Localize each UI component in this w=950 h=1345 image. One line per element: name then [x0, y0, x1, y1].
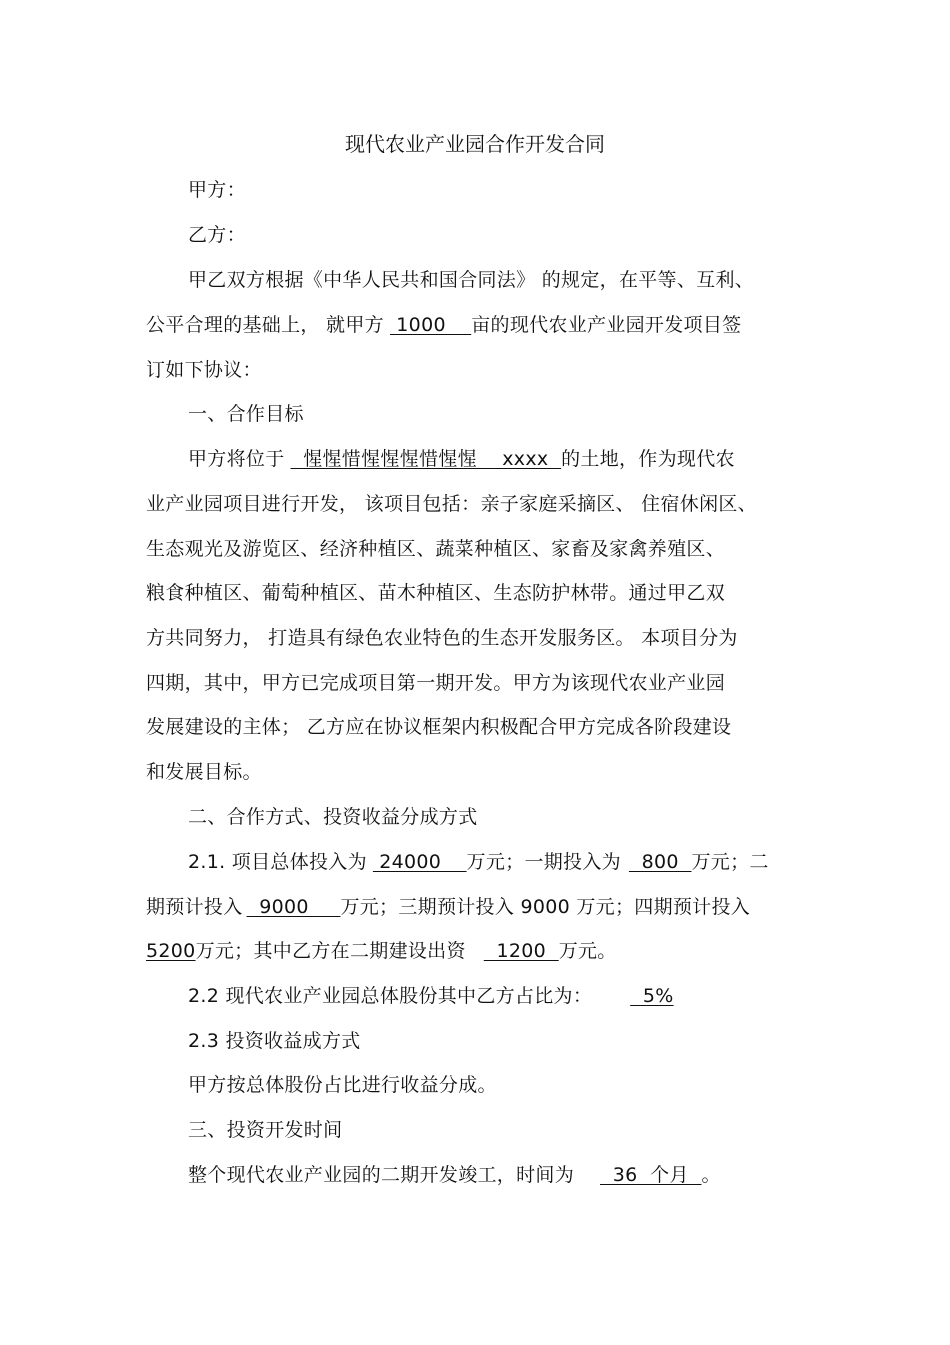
intro-line-2: [146, 313, 741, 337]
s2-line-3-b: 万元。: [558, 940, 617, 962]
s2-line-3: [146, 939, 617, 963]
phase4-investment-value: 5200: [146, 940, 196, 962]
intro-line-1: 甲乙双方根据《中华人民共和国合同法》 的规定，在平等、互利、: [188, 269, 755, 291]
s1-line-2: 业产业园项目进行开发， 该项目包括：亲子家庭采摘区、 住宿休闲区、: [146, 493, 757, 515]
party-b-investment-value: 1200: [483, 940, 559, 962]
s1-line-1: [188, 447, 735, 471]
area-value: 1000: [389, 314, 472, 336]
location-value: 惺惺惜惺惺惺惜惺惺 xxxx: [290, 448, 562, 470]
s3-line-1-b: 。: [701, 1164, 721, 1186]
s1-line-8: 和发展目标。: [146, 761, 262, 783]
s2-line-3-a: 万元；其中乙方在二期建设出资: [195, 940, 466, 962]
document-title: 现代农业产业园合作开发合同: [345, 132, 605, 156]
phase1-investment-value: 800: [628, 851, 692, 873]
intro-line-2-b: 亩的现代农业产业园开发项目签: [471, 314, 742, 336]
intro-line-2-a: 公平合理的基础上， 就甲方: [146, 314, 384, 336]
party-b-share-value: 5%: [630, 985, 674, 1007]
s2-line-2: [146, 895, 750, 919]
s2-line-2-b: 万元；三期预计投入 9000 万元；四期预计投入: [340, 896, 751, 918]
s1-line-1-b: 的土地，作为现代农: [561, 448, 735, 470]
phase2-investment-value: 9000: [246, 896, 341, 918]
s2-line-4-a: 2.2 现代农业产业园总体股份其中乙方占比为：: [188, 985, 593, 1007]
s2-line-4: [188, 984, 674, 1008]
s1-line-3: 生态观光及游览区、经济种植区、蔬菜种植区、家畜及家禽养殖区、: [146, 538, 726, 560]
s2-line-1-c: 万元；二: [691, 851, 769, 873]
intro-line-3: 订如下协议：: [146, 359, 262, 381]
s2-subheading-2-3: 2.3 投资收益成方式: [188, 1030, 361, 1052]
s1-line-4: 粮食种植区、葡萄种植区、苗木种植区、生态防护林带。通过甲乙双: [146, 582, 726, 604]
s2-line-1-b: 万元；一期投入为: [466, 851, 621, 873]
total-investment-value: 24000: [372, 851, 467, 873]
s1-line-6: 四期，其中，甲方已完成项目第一期开发。甲方为该现代农业产业园: [146, 672, 726, 694]
s3-line-1-a: 整个现代农业产业园的二期开发竣工，时间为: [188, 1164, 575, 1186]
s2-line-1-a: 2.1. 项目总体投入为: [188, 851, 367, 873]
section-3-heading: 三、投资开发时间: [188, 1119, 343, 1141]
duration-value: 36 个月: [600, 1164, 702, 1186]
party-a-label: 甲方：: [188, 179, 246, 201]
s3-line-1: [188, 1163, 721, 1187]
s1-line-5: 方共同努力， 打造具有绿色农业特色的生态开发服务区。 本项目分为: [146, 627, 738, 649]
s2-line-1: [188, 850, 769, 874]
s2-line-2-a: 期预计投入: [146, 896, 243, 918]
party-b-label: 乙方：: [188, 224, 246, 246]
s2-line-6: 甲方按总体股份占比进行收益分成。: [188, 1074, 497, 1096]
section-1-heading: 一、合作目标: [188, 403, 304, 425]
s1-line-7: 发展建设的主体； 乙方应在协议框架内积极配合甲方完成各阶段建设: [146, 716, 732, 738]
section-2-heading: 二、合作方式、投资收益分成方式: [188, 806, 478, 828]
s1-line-1-a: 甲方将位于: [188, 448, 285, 470]
